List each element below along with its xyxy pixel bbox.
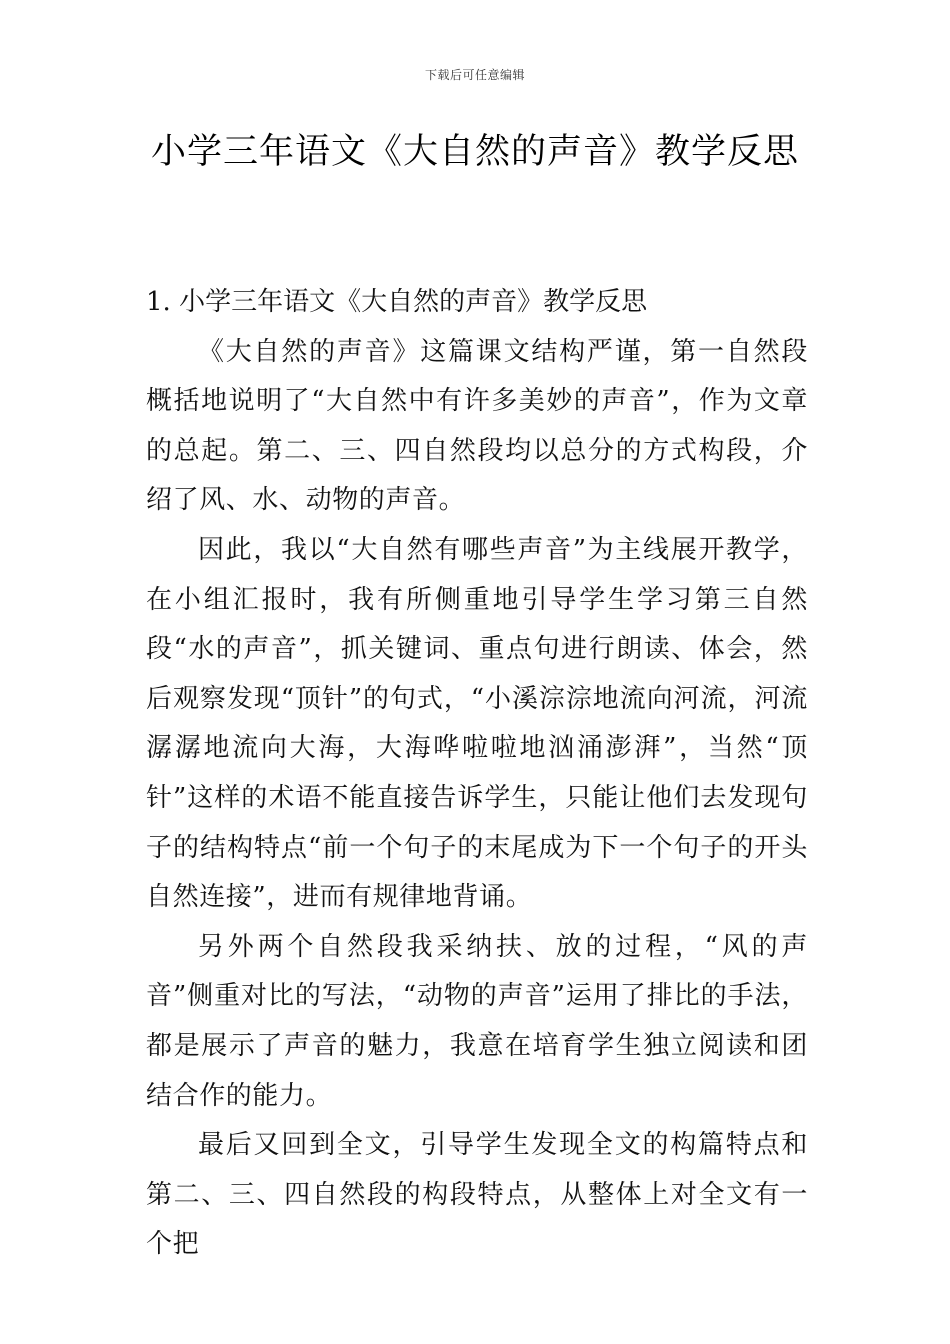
paragraph-3: 另外两个自然段我采纳扶、放的过程，“风的声音”侧重对比的写法，“动物的声音”运用了排比的手法，都是展示了声音的魅力，我意在培育学生独立阅读和团结合作的能力。 (146, 931, 808, 1111)
paragraph-2: 因此，我以“大自然有哪些声音”为主线展开教学，在小组汇报时，我有所侧重地引导学生学习第三自然段“水的声音”，抓关键词、重点句进行朗读、体会，然后观察发现“顶针”的句式，“小溪淙淙地流向河流，河流潺潺地流向大海，大海哗啦啦地汹涌澎湃”，当然“顶针”这样的术语不能直接告诉学生，只能让他们去发现句子的结构特点“前一个句子的末尾成为下一个句子的开头自然连接”，进而有规律地背诵。 (146, 534, 808, 913)
document-title: 小学三年语文《大自然的声音》教学反思 (150, 132, 799, 172)
paragraph-4: 最后又回到全文，引导学生发现全文的构篇特点和第二、三、四自然段的构段特点，从整体上对全文有一个把 (146, 1130, 808, 1260)
document-body (146, 278, 808, 1270)
header-note: 下载后可任意编辑 (424, 68, 525, 82)
section-heading: 1. 小学三年语文《大自然的声音》教学反思 (146, 287, 648, 317)
paragraph-1: 《大自然的声音》这篇课文结构严谨，第一自然段概括地说明了“大自然中有许多美妙的声音”，作为文章的总起。第二、三、四自然段均以总分的方式构段，介绍了风、水、动物的声音。 (146, 336, 808, 516)
